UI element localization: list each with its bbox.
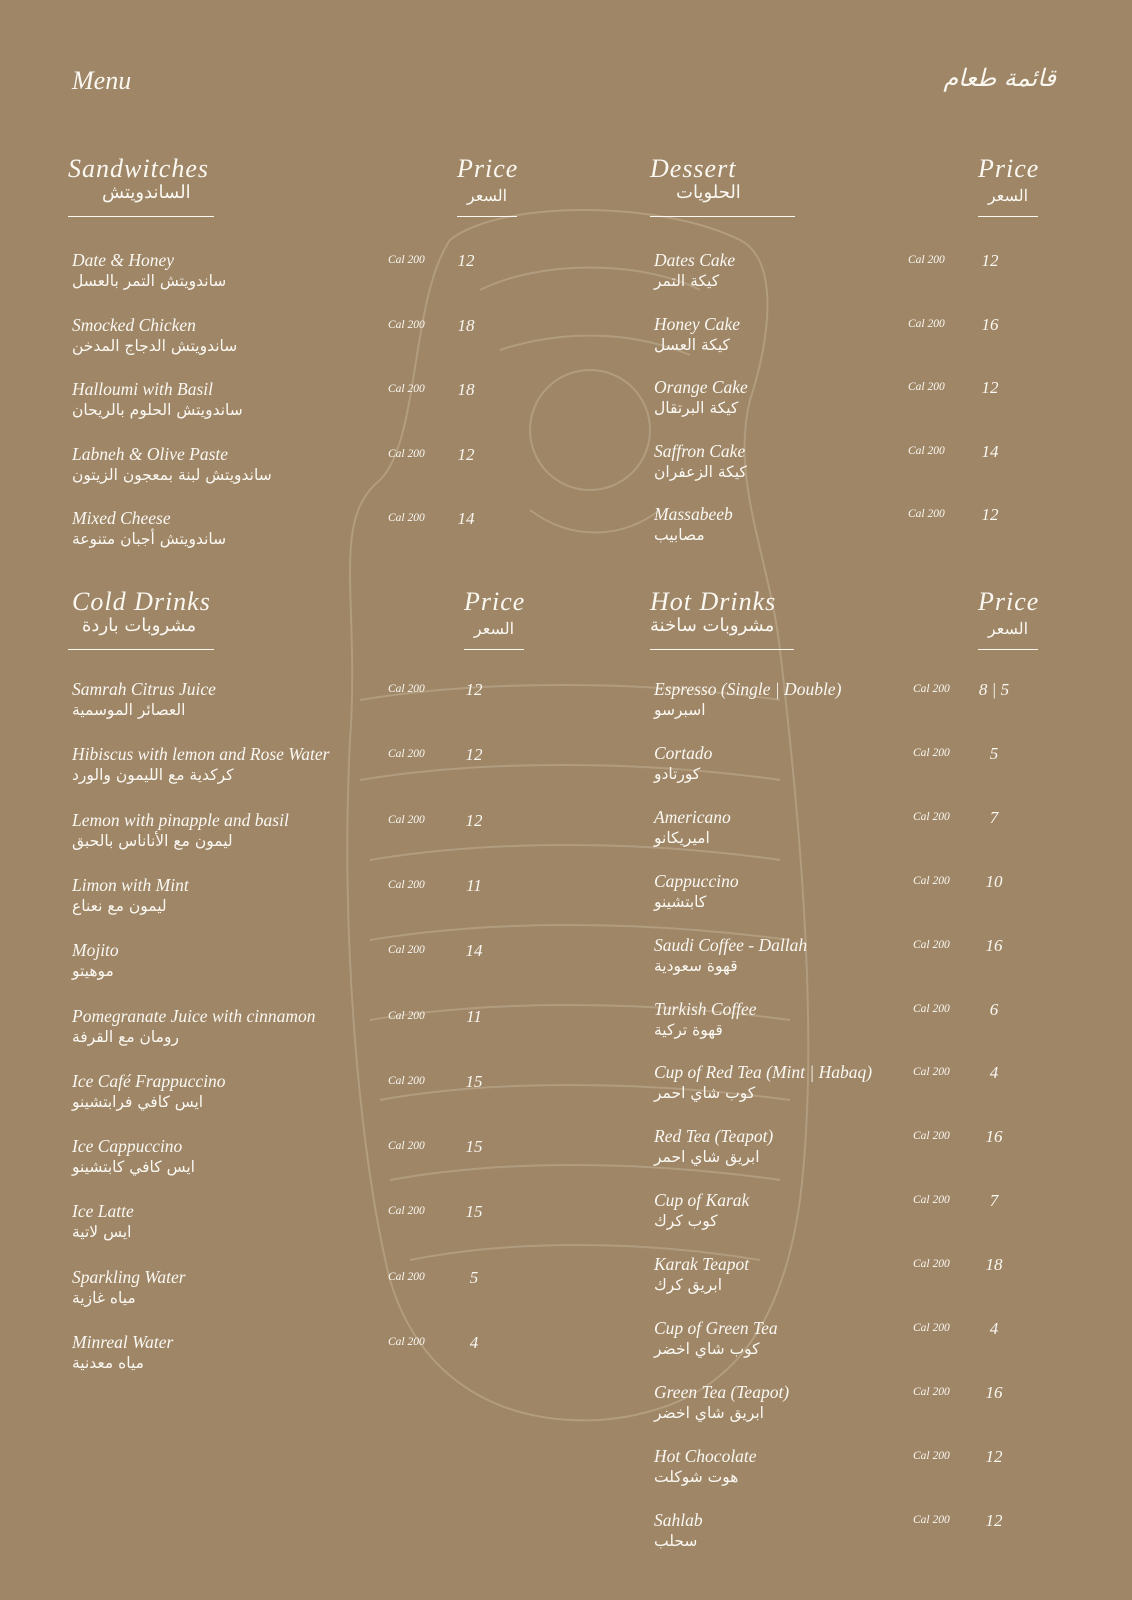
item-name: Sparkling Water — [72, 1266, 186, 1287]
item-name-arabic: كوب شاي اخضر — [654, 1340, 760, 1358]
item-name-arabic: رومان مع القرفة — [72, 1027, 179, 1046]
item-name: Turkish Coffee — [654, 998, 757, 1019]
item-price: 7 — [989, 807, 999, 827]
menu-title: Menu — [72, 66, 132, 95]
item-name-arabic: ايس كافي كابتشينو — [72, 1158, 195, 1177]
price-label: Price — [457, 154, 519, 183]
menu-title-arabic: قائمة طعام — [943, 64, 1056, 92]
item-calories: Cal 200 — [388, 1336, 425, 1348]
item-name-arabic: كيكة العسل — [654, 335, 730, 354]
item-calories: Cal 200 — [388, 1270, 425, 1283]
item-name-arabic: ساندويتش الحلوم بالريحان — [72, 401, 243, 419]
item-name-arabic: كيكة الزعفران — [654, 462, 747, 481]
item-price: 12 — [465, 680, 483, 699]
item-price: 12 — [985, 1510, 1003, 1530]
item-calories: Cal 200 — [908, 254, 945, 266]
price-label: Price — [978, 587, 1040, 616]
menu-item — [650, 807, 1070, 857]
item-price: 12 — [465, 745, 483, 765]
item-name: Orange Cake — [654, 377, 748, 397]
item-price: 16 — [985, 1127, 1003, 1147]
item-calories: Cal 200 — [913, 1385, 950, 1398]
menu-item — [68, 1332, 538, 1382]
item-calories: Cal 200 — [913, 1513, 950, 1526]
item-name: Red Tea (Teapot) — [654, 1126, 774, 1147]
item-calories: Cal 200 — [388, 254, 425, 266]
menu-item — [68, 1071, 538, 1121]
item-name: Minreal Water — [72, 1332, 174, 1352]
price-label-arabic: السعر — [473, 619, 515, 638]
item-calories: Cal 200 — [908, 508, 945, 520]
item-name-arabic: كورتادو — [654, 764, 701, 783]
item-price: 12 — [465, 810, 483, 830]
section-title: Cold Drinks — [72, 587, 211, 616]
item-name: Cortado — [654, 742, 713, 763]
item-price: 7 — [989, 1191, 999, 1211]
section-cold-drinks — [68, 587, 538, 1407]
item-calories: Cal 200 — [913, 1258, 950, 1271]
item-name: Date & Honey — [72, 250, 175, 270]
price-label: Price — [978, 154, 1040, 183]
price-label-arabic: السعر — [987, 619, 1029, 638]
menu-item — [650, 871, 1070, 921]
price-underline — [978, 216, 1038, 217]
item-name: Sahlab — [654, 1509, 703, 1530]
section-underline — [650, 216, 795, 217]
price-header — [978, 587, 1038, 638]
menu-item — [68, 1006, 538, 1056]
item-price: 10 — [985, 871, 1003, 891]
item-name-arabic: مياه غازية — [72, 1288, 136, 1307]
item-name-arabic: مياه معدنية — [72, 1354, 144, 1372]
item-price: 15 — [465, 1202, 483, 1222]
item-price: 14 — [981, 441, 999, 461]
item-calories: Cal 200 — [913, 874, 950, 887]
menu-item — [68, 1267, 538, 1317]
item-calories: Cal 200 — [908, 444, 945, 457]
item-price: 16 — [985, 935, 1003, 955]
item-name: Cup of Green Tea — [654, 1318, 778, 1338]
item-calories: Cal 200 — [388, 1009, 425, 1022]
item-calories: Cal 200 — [913, 1194, 950, 1207]
menu-item — [68, 508, 528, 558]
item-name-arabic: العصائر الموسمية — [72, 701, 186, 719]
menu-item — [650, 250, 1070, 300]
item-calories: Cal 200 — [913, 810, 950, 823]
menu-item — [68, 940, 538, 990]
item-price: 18 — [457, 380, 475, 399]
item-price: 4 — [989, 1063, 999, 1083]
item-price: 12 — [981, 251, 999, 270]
item-name: Honey Cake — [654, 313, 741, 334]
menu-item — [68, 875, 538, 925]
item-name: Mojito — [72, 940, 119, 961]
section-dessert — [650, 154, 1070, 554]
item-name: Cup of Red Tea (Mint | Habaq) — [654, 1062, 873, 1083]
price-label: Price — [464, 587, 526, 616]
menu-item — [68, 250, 528, 300]
item-name-arabic: كوب كرك — [654, 1212, 718, 1231]
section-underline — [68, 216, 214, 217]
item-name-arabic: ساندويتش لبنة بمعجون الزيتون — [72, 465, 272, 484]
item-price: 16 — [981, 314, 999, 334]
section-title: Sandwitches — [68, 154, 209, 183]
menu-item — [650, 935, 1070, 985]
item-name: Samrah Citrus Juice — [72, 679, 216, 699]
item-name-arabic: اسبرسو — [654, 701, 706, 719]
section-title: Hot Drinks — [650, 587, 777, 616]
item-price: 12 — [457, 251, 475, 270]
price-header — [464, 587, 524, 638]
menu-item — [68, 679, 538, 729]
item-name: Ice Latte — [72, 1201, 134, 1222]
item-name: Dates Cake — [654, 250, 736, 270]
menu-item — [68, 315, 528, 365]
item-name-arabic: ايس لاتية — [72, 1223, 132, 1242]
item-name: Cup of Karak — [654, 1190, 750, 1211]
item-name-arabic: ليمون مع نعناع — [72, 896, 167, 915]
section-header — [68, 587, 538, 657]
section-underline — [68, 649, 214, 650]
item-calories: Cal 200 — [388, 1205, 425, 1218]
item-price: 4 — [469, 1333, 479, 1352]
item-price: 14 — [465, 941, 483, 961]
item-name: Ice Café Frappuccino — [72, 1070, 226, 1091]
item-price: 18 — [457, 315, 475, 335]
item-calories: Cal 200 — [913, 1002, 950, 1015]
item-calories: Cal 200 — [388, 512, 425, 524]
item-price: 18 — [985, 1255, 1003, 1275]
item-calories: Cal 200 — [913, 1066, 950, 1079]
section-title-arabic: مشروبات ساخنة — [650, 615, 775, 636]
price-header — [457, 154, 517, 205]
menu-item — [650, 441, 1070, 491]
section-title-arabic: مشروبات باردة — [82, 615, 197, 636]
menu-item — [68, 1201, 538, 1251]
item-calories: Cal 200 — [908, 381, 945, 393]
item-calories: Cal 200 — [388, 318, 425, 331]
item-name-arabic: كيكة البرتقال — [654, 399, 739, 417]
item-name: Massabeeb — [654, 504, 733, 524]
item-name: Lemon with pinapple and basil — [72, 809, 289, 830]
item-calories: Cal 200 — [913, 938, 950, 951]
item-name-arabic: ساندويتش أجبان متنوعة — [72, 530, 227, 548]
item-name-arabic: ابريق كرك — [654, 1276, 723, 1295]
menu-item — [650, 1446, 1070, 1496]
item-price: 15 — [465, 1071, 483, 1091]
item-price: 11 — [466, 1006, 482, 1026]
section-header — [650, 587, 1070, 657]
item-price: 12 — [457, 444, 475, 464]
item-name: Limon with Mint — [72, 874, 189, 895]
item-calories: Cal 200 — [388, 683, 425, 695]
item-name: Saffron Cake — [654, 440, 746, 461]
menu-item — [68, 444, 528, 494]
item-price: 15 — [465, 1137, 483, 1157]
item-price: 8 | 5 — [978, 680, 1010, 699]
item-calories: Cal 200 — [913, 1449, 950, 1462]
price-underline — [978, 649, 1038, 650]
item-name: Espresso (Single | Double) — [654, 679, 842, 699]
item-price: 12 — [981, 378, 999, 397]
item-price: 12 — [985, 1446, 1003, 1466]
price-underline — [457, 216, 517, 217]
section-hot-drinks — [650, 587, 1070, 1567]
item-name-arabic: ليمون مع الأناناس بالحبق — [72, 831, 233, 850]
item-name: Hibiscus with lemon and Rose Water — [72, 744, 330, 765]
item-name-arabic: كابتشينو — [654, 892, 707, 911]
item-name-arabic: ابريق شاي اخضر — [654, 1403, 764, 1422]
item-name: Americano — [654, 806, 731, 827]
menu-item — [650, 1126, 1070, 1176]
menu-item — [650, 1382, 1070, 1432]
menu-item — [650, 1510, 1070, 1560]
menu-item — [650, 377, 1070, 427]
section-title-arabic: الحلويات — [676, 182, 741, 203]
menu-item — [650, 1318, 1070, 1368]
item-name: Green Tea (Teapot) — [654, 1381, 790, 1402]
menu-item — [68, 379, 528, 429]
item-calories: Cal 200 — [913, 1322, 950, 1334]
item-name: Mixed Cheese — [72, 508, 171, 528]
item-price: 12 — [981, 505, 999, 524]
item-calories: Cal 200 — [388, 1074, 425, 1087]
menu-item — [650, 1254, 1070, 1304]
item-name: Cappuccino — [654, 870, 739, 891]
menu-item — [68, 810, 538, 860]
item-name: Ice Cappuccino — [72, 1136, 183, 1157]
menu-item — [650, 504, 1070, 554]
item-calories: Cal 200 — [388, 878, 425, 891]
menu-item — [68, 744, 538, 794]
item-name-arabic: ساندويتش التمر بالعسل — [72, 272, 227, 290]
item-price: 5 — [469, 1267, 479, 1287]
item-name-arabic: قهوة سعودية — [654, 956, 738, 975]
item-name-arabic: موهيتو — [72, 962, 114, 981]
item-name: Pomegranate Juice with cinnamon — [72, 1005, 316, 1026]
price-underline — [464, 649, 524, 650]
menu-item — [650, 1062, 1070, 1112]
item-calories: Cal 200 — [913, 746, 950, 759]
item-name: Halloumi with Basil — [72, 379, 213, 399]
item-name-arabic: ايس كافي فرابتشينو — [72, 1092, 204, 1111]
item-name: Labneh & Olive Paste — [72, 443, 229, 464]
item-calories: Cal 200 — [913, 683, 950, 695]
item-name-arabic: ابريق شاي احمر — [654, 1148, 760, 1167]
item-calories: Cal 200 — [908, 317, 945, 330]
item-name: Smocked Chicken — [72, 314, 196, 335]
item-name-arabic: كوب شاي احمر — [654, 1084, 756, 1103]
item-name-arabic: اميريكانو — [654, 828, 710, 847]
item-calories: Cal 200 — [388, 813, 425, 826]
menu-item — [650, 999, 1070, 1049]
item-name: Karak Teapot — [654, 1254, 750, 1275]
item-price: 4 — [989, 1319, 999, 1338]
menu-item — [650, 679, 1070, 729]
item-name-arabic: قهوة تركية — [654, 1020, 723, 1039]
item-name: Saudi Coffee - Dallah — [654, 934, 808, 955]
item-calories: Cal 200 — [388, 383, 425, 395]
item-name-arabic: هوت شوكلت — [654, 1467, 739, 1486]
item-name-arabic: ساندويتش الدجاج المدخن — [72, 336, 238, 355]
section-title: Dessert — [650, 154, 737, 183]
item-calories: Cal 200 — [388, 1140, 425, 1153]
item-calories: Cal 200 — [388, 447, 425, 460]
menu-item — [68, 1136, 538, 1186]
item-calories: Cal 200 — [388, 748, 425, 761]
section-header — [68, 154, 528, 224]
price-label-arabic: السعر — [987, 186, 1029, 205]
menu-item — [650, 1190, 1070, 1240]
item-name: Hot Chocolate — [654, 1445, 757, 1466]
section-sandwiches — [68, 154, 528, 554]
item-price: 11 — [466, 875, 482, 895]
item-name-arabic: مصابيب — [654, 526, 705, 544]
item-calories: Cal 200 — [913, 1130, 950, 1143]
item-price: 5 — [989, 743, 999, 763]
menu-item — [650, 314, 1070, 364]
menu-item — [650, 743, 1070, 793]
section-title-arabic: الساندويتش — [102, 182, 191, 203]
item-name-arabic: كيكة التمر — [654, 272, 720, 290]
item-name-arabic: كركدية مع الليمون والورد — [72, 766, 234, 785]
item-price: 14 — [457, 509, 475, 528]
section-header — [650, 154, 1070, 224]
item-calories: Cal 200 — [388, 944, 425, 957]
price-label-arabic: السعر — [466, 186, 508, 205]
section-underline — [650, 649, 794, 650]
item-price: 6 — [989, 999, 999, 1019]
price-header — [978, 154, 1038, 205]
item-name-arabic: سحلب — [654, 1531, 698, 1550]
item-price: 16 — [985, 1382, 1003, 1402]
